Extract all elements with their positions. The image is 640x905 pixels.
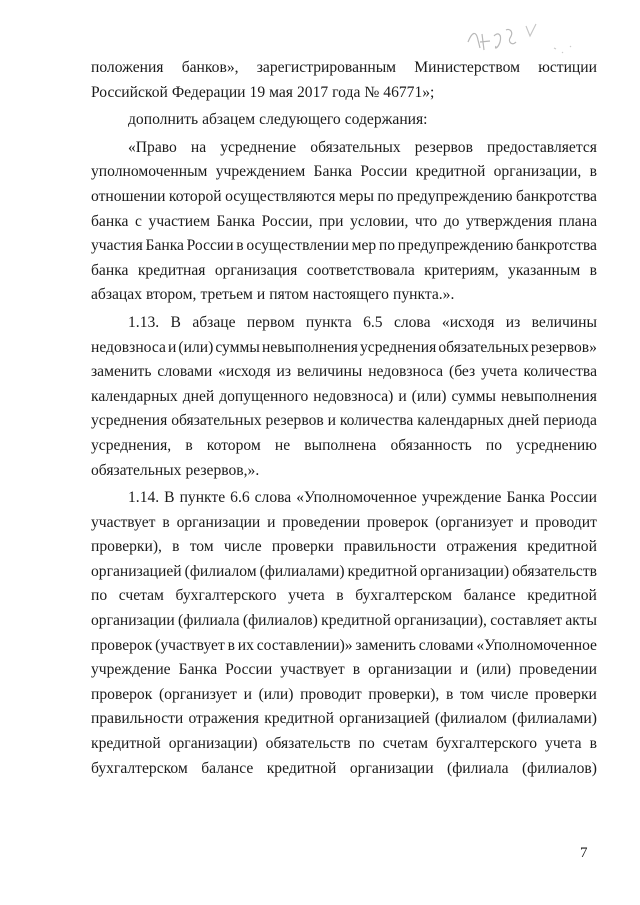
word: усреднения, [91, 436, 172, 454]
word: учреждением [215, 163, 306, 181]
word: участием [148, 212, 210, 230]
word: абзаце [192, 313, 236, 331]
word: правильности [91, 710, 184, 728]
word: содержания: [344, 111, 428, 129]
word: и [256, 286, 266, 304]
word: слова [254, 489, 292, 507]
word: России [225, 661, 273, 679]
word: года [332, 83, 361, 101]
word: резервов» [530, 338, 597, 356]
word: зарегистрированным [256, 59, 397, 76]
word: 2017 [296, 83, 329, 101]
word: на [190, 138, 207, 156]
word: слова [393, 313, 431, 331]
word: банков», [181, 59, 239, 76]
text-line [91, 560, 597, 585]
word: по [485, 436, 503, 454]
word: проверок [91, 636, 153, 654]
word: 46771»; [383, 83, 435, 101]
word: пятом [269, 286, 309, 304]
text-line [91, 311, 597, 336]
word: бухгалтерского [436, 735, 538, 753]
word: кредитной [527, 587, 597, 605]
word: и [459, 661, 469, 679]
word: календарных [417, 412, 504, 430]
word: утверждения [466, 212, 553, 230]
word: организации), [394, 612, 487, 630]
word: бухгалтерском [355, 587, 452, 605]
word: положения [91, 59, 164, 76]
word: банка [91, 261, 129, 279]
word: проверки [535, 685, 597, 703]
word: усреднения [91, 412, 168, 430]
word: дней [182, 387, 215, 405]
word: при [319, 212, 344, 230]
word: составлении)» [256, 636, 353, 654]
word: Банка [145, 237, 184, 255]
word: следующего [259, 111, 341, 129]
word: балансе [463, 587, 516, 605]
word: обязанность [390, 436, 472, 454]
word: учета [288, 587, 325, 605]
word: словами [418, 636, 474, 654]
word: В [164, 489, 175, 507]
word: осуществляются [225, 187, 336, 205]
word: 19 [249, 83, 266, 101]
word: допущенного [219, 387, 309, 405]
word: (филиалов) [242, 612, 318, 630]
word: в [589, 735, 597, 753]
word: банкротства [515, 187, 597, 205]
word: организация [214, 261, 298, 279]
word: участвует [91, 513, 156, 531]
word: их [237, 636, 254, 654]
word: (без [449, 363, 476, 381]
word: кредитной [527, 538, 597, 556]
word: проверки [271, 538, 334, 556]
word: кредитной [321, 612, 391, 630]
word: невыполнения [261, 338, 358, 356]
word: России [549, 489, 597, 507]
word: России [360, 163, 408, 181]
word: отражения [446, 538, 518, 556]
word: первом [246, 313, 295, 331]
word: третьем [200, 286, 253, 304]
word: обязательных [91, 461, 182, 479]
word: резервов [265, 412, 324, 430]
word: усреднение [220, 138, 297, 156]
word: учета [545, 735, 582, 753]
word: по [91, 587, 108, 605]
text-line [91, 584, 597, 609]
word: и [520, 513, 529, 531]
word: настоящего [312, 286, 389, 304]
word: (филиалов) [521, 759, 597, 777]
word: обязательств [512, 562, 597, 580]
text-line [91, 360, 597, 385]
text-line [91, 336, 597, 361]
word: указанным [508, 261, 581, 279]
document-body [91, 56, 597, 781]
word: и [167, 338, 177, 356]
word: кредитной [415, 163, 486, 181]
word: Банка [216, 212, 255, 230]
word: (или) [178, 338, 214, 356]
text-line [91, 160, 597, 185]
word: том [459, 685, 484, 703]
text-line [91, 81, 597, 106]
text-line [91, 486, 597, 511]
word: Федерации [171, 83, 246, 101]
text-line [91, 634, 597, 659]
word: которой [168, 187, 222, 205]
word: том [189, 538, 214, 556]
word: мая [269, 83, 293, 101]
text-line [91, 535, 597, 560]
word: не [274, 436, 291, 454]
word: словами [157, 363, 213, 381]
word: недовзноса [91, 338, 166, 356]
word: количества [523, 363, 597, 381]
word: «исходя [441, 313, 495, 331]
word: заменить [91, 363, 152, 381]
word: резервов,». [185, 461, 260, 479]
word: организацией [339, 710, 430, 728]
text-line [91, 108, 597, 133]
word: (или) [476, 661, 512, 679]
word: уполномоченным [91, 163, 208, 181]
word: недовзноса) [313, 387, 394, 405]
word: Министерством [414, 59, 520, 76]
text-line [91, 683, 597, 708]
word: обязательных [171, 412, 262, 430]
word: величины [531, 313, 597, 331]
word: организации) [168, 735, 258, 753]
word: числе [490, 685, 529, 703]
word: проводит [300, 685, 362, 703]
text-line [91, 136, 597, 161]
word: и [243, 685, 252, 703]
word: (или) [258, 685, 294, 703]
word: 1.13. [128, 313, 160, 331]
text-line [91, 185, 597, 210]
word: акты [565, 612, 597, 630]
word: резервов [414, 138, 473, 156]
word: проверки), [368, 685, 440, 703]
word: Банка [506, 489, 545, 507]
word: в [236, 237, 244, 255]
word: кредитной [91, 735, 161, 753]
word: невыполнения [500, 387, 597, 405]
word: до [443, 212, 460, 230]
word: недовзноса [368, 363, 444, 381]
word: № [364, 83, 380, 101]
word: счетам [382, 735, 428, 753]
word: по [377, 187, 394, 205]
word: участия [91, 237, 143, 255]
word: из [505, 313, 521, 331]
word: (филиалами) [259, 562, 345, 580]
word: втором, [146, 286, 197, 304]
word: предоставляется [486, 138, 597, 156]
word: учреждение [421, 489, 502, 507]
word: в [162, 513, 170, 531]
word: условии, [350, 212, 409, 230]
word: в [589, 261, 597, 279]
word: (филиалом [184, 562, 257, 580]
word: усреднения [360, 338, 437, 356]
word: дней [507, 412, 540, 430]
word: меры [338, 187, 374, 205]
word: обязательных [310, 138, 401, 156]
word: в [227, 636, 235, 654]
word: в [185, 436, 193, 454]
word: 1.14. [128, 489, 160, 507]
text-line [91, 732, 597, 757]
word: проведении [519, 661, 597, 679]
word: что [414, 212, 438, 230]
word: учреждение [91, 661, 171, 679]
word: критериям, [424, 261, 499, 279]
word: и [398, 387, 407, 405]
page-number: 7 [580, 845, 588, 861]
word: отношении [91, 187, 166, 205]
word: «Уполномоченное [296, 489, 417, 507]
word: в [336, 587, 344, 605]
word: в [589, 163, 597, 181]
word: составляет [490, 612, 563, 630]
word: обязательств [265, 735, 351, 753]
word: в [352, 661, 361, 679]
word: проверок [91, 685, 153, 703]
word: предупреждению [396, 187, 513, 205]
word: в [172, 538, 180, 556]
word: соответствовала [306, 261, 415, 279]
text-line [91, 658, 597, 683]
word: 6.6 [230, 489, 250, 507]
word: в [445, 685, 454, 703]
word: 6.5 [363, 313, 383, 331]
word: банка [91, 212, 129, 230]
word: (организует [435, 513, 514, 531]
word: (филиала [447, 759, 509, 777]
word: абзацем [202, 111, 256, 129]
word: проведении [282, 513, 361, 531]
word: величины [296, 363, 363, 381]
word: организации [349, 759, 434, 777]
word: суммы [451, 387, 496, 405]
word: предупреждению [397, 237, 514, 255]
word: проверок [367, 513, 429, 531]
word: России, [261, 212, 313, 230]
word: организации [91, 612, 175, 630]
word: (или) [411, 387, 447, 405]
word: периода [543, 412, 597, 430]
text-line [91, 609, 597, 634]
word: балансе [201, 759, 254, 777]
word: и [267, 513, 276, 531]
word: бухгалтерском [91, 759, 188, 777]
word: и [327, 412, 336, 430]
text-line [91, 757, 597, 782]
word: календарных [91, 387, 178, 405]
handwritten-mark [458, 12, 588, 62]
word: организации [176, 513, 261, 531]
word: счетам [118, 587, 164, 605]
word: пункте [179, 489, 226, 507]
word: организации) [420, 562, 510, 580]
word: «исходя [218, 363, 271, 381]
word: Российской [91, 83, 168, 101]
word: правильности [343, 538, 437, 556]
text-line [91, 511, 597, 536]
word: осуществлении [246, 237, 349, 255]
text-line [91, 459, 597, 484]
word: суммы [215, 338, 260, 356]
word: (участвует [155, 636, 225, 654]
word: организации, [493, 163, 582, 181]
word: проверки), [91, 538, 162, 556]
word: отражения [188, 710, 260, 728]
text-line [91, 434, 597, 459]
word: абзацах [91, 286, 142, 304]
word: кредитной [266, 759, 337, 777]
word: кредитной [264, 710, 334, 728]
word: Банка [178, 661, 218, 679]
word: «Уполномоченное [476, 636, 597, 654]
word: В [170, 313, 181, 331]
word: (филиалом [434, 710, 507, 728]
word: банкротства [515, 237, 597, 255]
text-line [91, 210, 597, 235]
word: проводит [535, 513, 597, 531]
word: Банка [313, 163, 352, 181]
word: заменить [355, 636, 416, 654]
text-line [91, 234, 597, 259]
word: с [135, 212, 142, 230]
text-line [91, 56, 597, 81]
word: усреднению [516, 436, 597, 454]
word: «Право [128, 138, 177, 156]
word: дополнить [128, 111, 199, 129]
word: пункта [305, 313, 352, 331]
word: учета [481, 363, 518, 381]
word: (филиалами) [512, 710, 597, 728]
word: (филиала [178, 612, 240, 630]
word: кредитной [347, 562, 418, 580]
word: выполнена [304, 436, 377, 454]
text-line [91, 259, 597, 284]
text-line [91, 707, 597, 732]
word: количества [339, 412, 414, 430]
word: кредитная [137, 261, 206, 279]
word: котором [206, 436, 261, 454]
word: бухгалтерского [175, 587, 277, 605]
word: по [358, 735, 375, 753]
word: обязательных [438, 338, 529, 356]
word: пункта.». [392, 286, 455, 304]
word: из [276, 363, 292, 381]
word: юстиции [538, 59, 597, 76]
word: числе [223, 538, 262, 556]
word: организации [368, 661, 452, 679]
word: плана [558, 212, 597, 230]
word: организацией [91, 562, 182, 580]
text-line [91, 283, 597, 308]
word: России [186, 237, 234, 255]
text-line [91, 409, 597, 434]
word: участвует [280, 661, 345, 679]
word: (организует [158, 685, 237, 703]
text-line [91, 385, 597, 410]
word: мер [351, 237, 377, 255]
word: по [378, 237, 396, 255]
